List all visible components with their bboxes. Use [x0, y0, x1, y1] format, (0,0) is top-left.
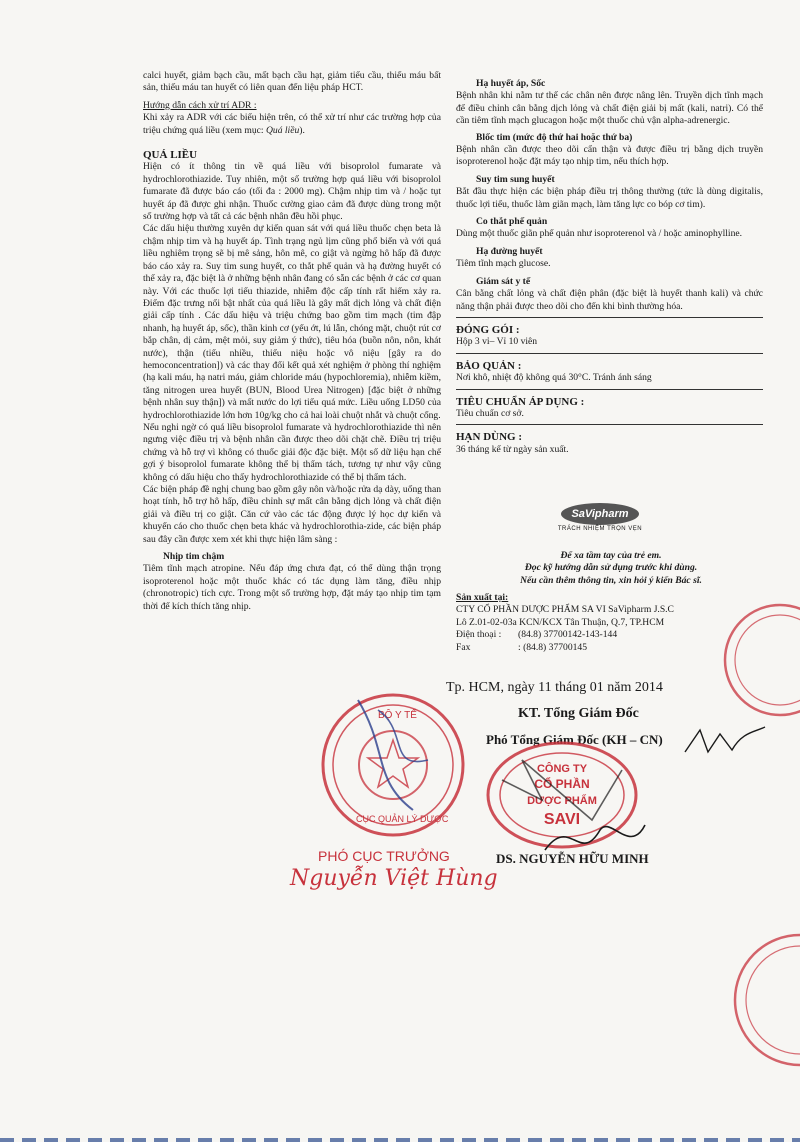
deputy-director-title: PHÓ CỤC TRƯỞNG	[318, 848, 450, 864]
overdose-title: QUÁ LIỀU	[143, 149, 198, 162]
manufacturer-address: Lô Z.01-02-03a KCN/KCX Tân Thuận, Q.7, TP.HCM	[456, 616, 665, 628]
standard-text: Tiêu chuẩn cơ sở.	[456, 407, 524, 419]
logo-slogan: TRÁCH NHIỆM TRỌN VẸN	[557, 526, 643, 532]
phone-value: (84.8) 37700142-143-144	[518, 629, 618, 641]
expiry-text: 36 tháng kể từ ngày sản xuất.	[456, 443, 569, 455]
phone-label: Điện thoại :	[456, 629, 502, 641]
stamp-line: CỔ PHẦN	[534, 777, 590, 791]
monitoring-text: Cân bằng chất lỏng và chất điện phân (đặc biệt là huyết thanh kali) và chức năng thận phải được theo dõi cho đến khi bình thường hóa.	[456, 288, 763, 312]
hypoglycemia-text: Tiêm tĩnh mạch glucose.	[456, 258, 551, 270]
savipharm-logo	[556, 503, 644, 532]
gov-stamp-bottom-text: CỤC QUẢN LÝ DƯỢC	[356, 814, 449, 824]
signing-date: Tp. HCM, ngày 11 tháng 01 năm 2014	[446, 680, 663, 695]
packing-title: ĐÓNG GÓI :	[456, 323, 520, 336]
divider	[456, 424, 763, 425]
overdose-p3: Nếu nghi ngờ có quá liều bisoprolol fumarate và hydrochlorothiazide thì nên ngưng việc điều trị và bệnh nhân cần được theo dõi chặt chẽ. Điều trị triệu chứng và hỗ trợ vì không có thuốc giải độc đặc biệt. Một số dữ liệu hạn chế gợi ý bisoprolol fumarate không thể bị thẩm tách, tương tự như vậy cũng không có dấu hiệu cho thấy hydrochlorothiazide có thể bị thẩm tách.	[143, 421, 441, 483]
divider	[456, 353, 763, 354]
chf-title: Suy tim sung huyết	[476, 173, 555, 185]
bradycardia-title: Nhịp tim chậm	[163, 551, 225, 563]
gov-stamp-top-text: BỘ Y TẾ	[378, 710, 417, 721]
signer-name: DS. NGUYỄN HỮU MINH	[496, 851, 649, 866]
signer-title-2: Phó Tổng Giám Đốc (KH – CN)	[486, 732, 663, 747]
overdose-p4: Các biện pháp đề nghị chung bao gồm gây nôn và/hoặc rửa dạ dày, uống than hoạt tính, hỗ trợ hô hấp, điều chỉnh sự mất cân bằng dịch lỏng và chất điện giải và điều trị co giật. Căn cứ vào các tác động được lý học dự kiến và khuyến cáo cho thuốc chẹn beta khác và hydrochlorothia-zide, các biện pháp sau đây cần được xem xét khi thực hiện lâm sàng :	[143, 484, 441, 545]
adr-title: Hướng dẫn cách xử trí ADR :	[143, 99, 257, 111]
adr-text: Khi xảy ra ADR với các biểu hiện trên, có thể xử trí như các trường hợp của triệu chứng quá liều (xem mục: Quá liều).	[143, 112, 441, 136]
company-stamp	[482, 740, 642, 850]
overdose-p1: Hiện có ít thông tin về quá liều với bisoprolol fumarate và hydrochlorothiazide. Tuy nhiên, một số trường hợp quá liều với bisoprolol fumarate đã được báo cáo (tối đa : 2000 mg). Chậm nhịp tim và / hoặc tụt huyết áp đã được ghi nhận. Thuốc cường giao cảm đã được dùng trong một số trường hợp và tất cả các bệnh nhân đều hồi phục.	[143, 161, 441, 223]
divider	[456, 389, 763, 390]
stamp-line: DƯỢC PHẨM	[527, 795, 597, 807]
storage-text: Nơi khô, nhiệt độ không quá 30°C. Tránh ánh sáng	[456, 372, 652, 384]
manufacturer-title: Sản xuất tại:	[456, 592, 509, 603]
heart-block-title: Blốc tim (mức độ thứ hai hoặc thứ ba)	[476, 131, 633, 143]
stamp-line: CÔNG TY	[536, 763, 588, 775]
divider	[456, 317, 763, 318]
hypotension-title: Hạ huyết áp, Sốc	[476, 78, 546, 89]
storage-title: BẢO QUẢN :	[456, 359, 522, 372]
stamp-line: SAVI	[543, 811, 581, 828]
gov-stamp	[318, 690, 468, 840]
scan-edge	[0, 1138, 800, 1142]
bronchospasm-text: Dùng một thuốc giãn phế quản như isoproterenol và / hoặc aminophylline.	[456, 228, 743, 240]
warnings	[456, 550, 766, 587]
hypoglycemia-title: Hạ đường huyết	[476, 245, 543, 257]
edge-stamp-lower	[705, 930, 800, 1070]
warning-line: Nếu cần thêm thông tin, xin hỏi ý kiến Bác sĩ.	[520, 574, 702, 586]
manufacturer-info	[456, 592, 766, 654]
right-column	[456, 70, 763, 456]
manufacturer-name: CTY CỔ PHẦN DƯỢC PHẨM SA VI SaVipharm J.S.C	[456, 604, 674, 616]
warning-line: Để xa tầm tay của trẻ em.	[560, 550, 662, 561]
expiry-title: HẠN DÙNG :	[456, 431, 522, 444]
fax-label: Fax	[456, 641, 471, 653]
left-column	[143, 70, 441, 613]
bradycardia-text: Tiêm tĩnh mạch atropine. Nếu đáp ứng chưa đạt, có thể dùng thận trọng isoproterenol hoặc một thuốc khác có tác dụng làm tăng, điều nhịp (chronotropic) tích cực. Trong một số trường hợp, đặt máy tạo nhịp tim tạm thời để kích thích tăng nhịp.	[143, 563, 441, 612]
hypotension-text: Bệnh nhân khi nằm tư thế các chân nên được nâng lên. Truyền dịch tĩnh mạch để điều chỉnh cân bằng dịch lỏng và chất điện giải bị mất (kali, natri). Có thể cần tiêm tĩnh mạch glucagon hoặc một thuốc chủ vận alpha-adrenergic.	[456, 90, 763, 127]
warning-line: Đọc kỹ hướng dẫn sử dụng trước khi dùng.	[524, 562, 698, 574]
logo-mark: SaVipharm	[561, 503, 639, 525]
signature-mark	[680, 722, 770, 762]
monitoring-title: Giám sát y tế	[476, 275, 531, 287]
heart-block-text: Bệnh nhân cần được theo dõi cẩn thận và được điều trị bằng dịch truyền isoproterenol hoặc đặt máy tạo nhịp tim, nếu thích hợp.	[456, 144, 763, 168]
standard-title: TIÊU CHUẨN ÁP DỤNG :	[456, 395, 585, 408]
intro-text: calci huyết, giảm bạch cầu, mất bạch cầu hạt, giảm tiểu cầu, thiếu máu bất sản, thiếu máu tan huyết có liên quan đến liệu pháp HCT.	[143, 70, 441, 94]
overdose-p2: Các dấu hiệu thường xuyên dự kiến quan sát với quá liều thuốc chẹn beta là chậm nhịp tim và hạ huyết áp. Tình trạng ngủ lịm cũng phổ biến và với quá liều nghiêm trọng sẽ bị mê sảng, hôn mê, co giật và ngừng hô hấp đã được báo cáo xảy ra. Suy tim sung huyết, co thắt phế quản và hạ đường huyết có thể xảy ra, đặc biệt là ở những bệnh nhân đang có sẵn các bệnh ở các cơ quan này. Với các thuốc lợi tiểu thiazide, nhiễm độc cấp tính rất hiếm xảy ra. Điểm đặc trưng nổi bật nhất của quá liều là gây mất dịch lỏng và chất điện giải cấp tính . Các dấu hiệu và triệu chứng bao gồm tim mạch (tim đập nhanh, hạ huyết áp, sốc), thần kinh cơ (yếu ớt, lú lẫn, chóng mặt, chuột rút cơ bắp chân, dị cảm, mệt mỏi, suy giảm ý thức), tiêu hóa (buồn nôn, nôn, khát nước), thận (tiểu nhiều, thiểu niệu hoặc vô niệu [gây ra do hemoconcentration]) và các thay đổi kết quả xét nghiệm ở phòng thí nghiệm (hạ kali máu, hạ natri máu, giảm chloride máu (hypochloremia), nhiễm kiềm, tăng nitrogen urea huyết (BUN, Blood Urea Nitrogen) [đặc biệt ở những bệnh nhân suy thận]) và mất nước do lợi tiểu quá mức. Liều uống LD50 của hydrochlorothiazide lớn hơn 10g/kg cho cả hai loài chuột nhắt và chuột cống.	[143, 223, 441, 421]
bronchospasm-title: Co thắt phế quản	[476, 216, 548, 228]
signer-title-1: KT. Tổng Giám Đốc	[518, 706, 639, 721]
fax-value: : (84.8) 37700145	[518, 641, 588, 653]
deputy-director-name: Nguyễn Việt Hùng	[290, 866, 498, 891]
chf-text: Bắt đầu thực hiện các biện pháp điều trị thông thường (tức là dùng digitalis, thuốc lợi tiểu, thuốc làm giãn mạch, làm tăng lực co bóp cơ tim).	[456, 186, 763, 210]
packing-text: Hộp 3 vỉ– Vỉ 10 viên	[456, 336, 538, 348]
